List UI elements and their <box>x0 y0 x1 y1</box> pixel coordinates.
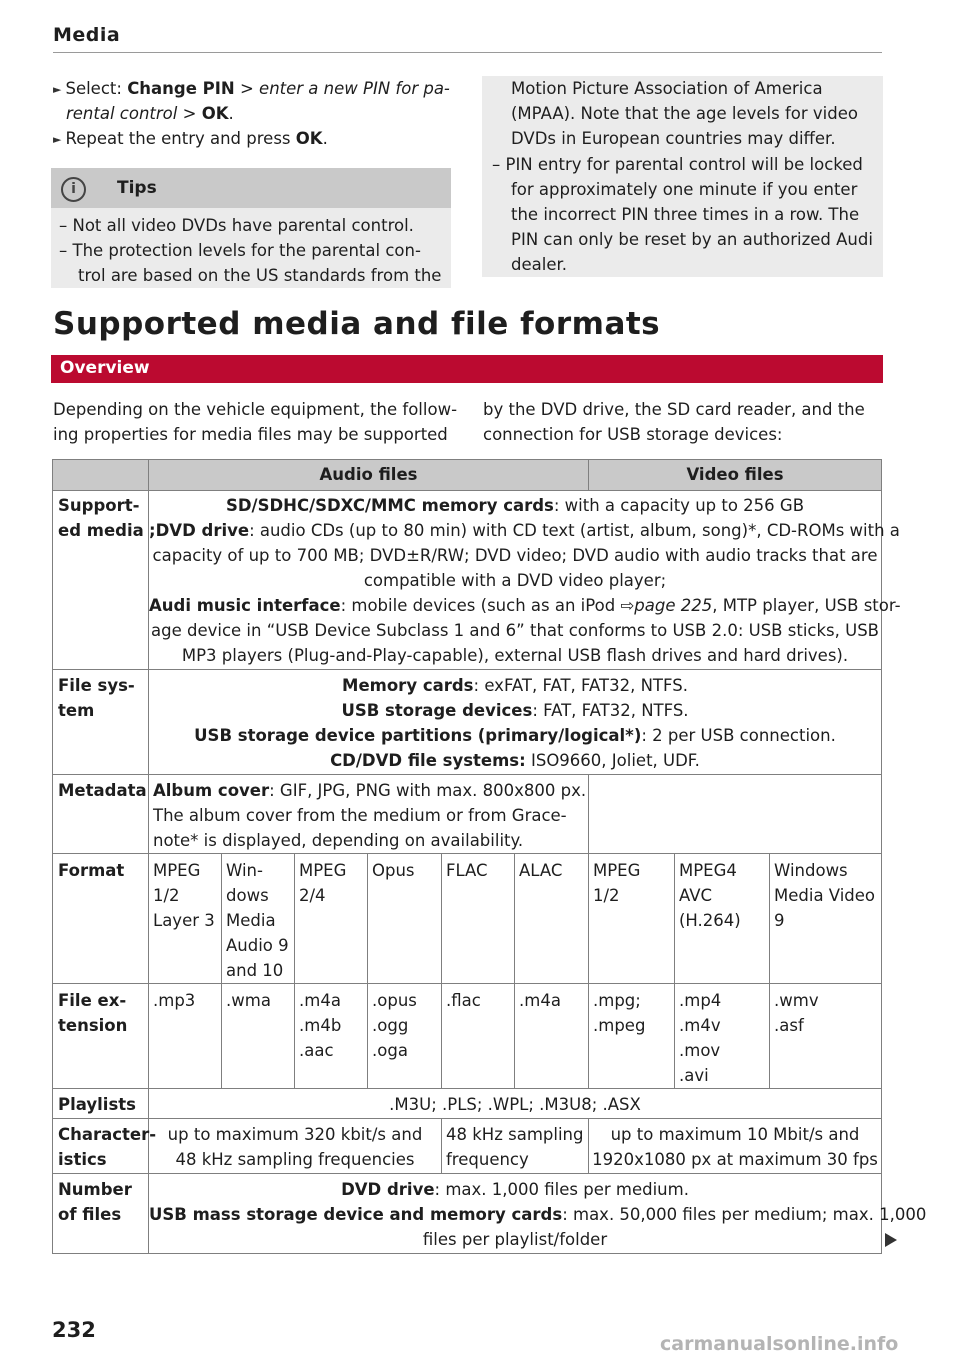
row-divider <box>53 490 881 491</box>
audio-characteristics: up to maximum 320 kbit/s and <box>167 1125 423 1144</box>
row-label-number-of-files: of files <box>58 1205 122 1224</box>
number-of-files-line: DVD drive: max. 1,000 files per medium. <box>341 1180 689 1199</box>
supported-media-line: age device in “USB Device Subclass 1 and 6” that conforms to USB 2.0: USB sticks, USB <box>151 621 879 640</box>
tips-title: Tips <box>117 178 157 198</box>
header-rule <box>53 52 882 53</box>
video-characteristics: 1920x1080 px at maximum 30 fps <box>592 1150 878 1169</box>
alac-characteristics: frequency <box>446 1150 529 1169</box>
number-of-files-line: files per playlist/folder <box>422 1230 608 1249</box>
header-video-files: Video files <box>686 465 784 484</box>
step-arrow-icon: ► <box>53 133 62 146</box>
supported-media-line: compatible with a DVD video player; <box>363 571 667 590</box>
format-cell: Media Video <box>774 886 876 905</box>
column-divider <box>514 853 515 1088</box>
intro-text: ing properties for media files may be supported <box>53 425 448 444</box>
column-divider <box>441 1118 442 1173</box>
overview-bar <box>51 355 883 383</box>
supported-media-line: SD/SDHC/SDXC/MMC memory cards: with a capacity up to 256 GB <box>225 496 805 515</box>
row-label-number-of-files: Number <box>58 1180 132 1199</box>
format-cell: (H.264) <box>679 911 741 930</box>
row-label-file-system: tem <box>58 701 95 720</box>
format-cell: AVC <box>679 886 713 905</box>
metadata-line: note* is displayed, depending on availability. <box>153 831 524 850</box>
row-label-supported-media: ed media <box>58 521 144 540</box>
extension-cell: .oga <box>372 1041 408 1060</box>
watermark: carmanualsonline.info <box>660 1333 899 1355</box>
intro-text: Depending on the vehicle equipment, the follow- <box>53 400 458 419</box>
extension-cell: .aac <box>299 1041 334 1060</box>
row-divider <box>53 853 881 854</box>
row-label-file-system: File sys- <box>58 676 135 695</box>
continue-arrow-icon <box>885 1233 897 1247</box>
tip-line: trol are based on the US standards from the <box>78 266 442 285</box>
supported-media-line: capacity of up to 700 MB; DVD±R/RW; DVD video; DVD audio with audio tracks that are <box>152 546 878 565</box>
row-label-format: Format <box>58 861 125 880</box>
intro-text: connection for USB storage devices: <box>483 425 783 444</box>
extension-cell: .mp3 <box>153 991 196 1010</box>
supported-media-line: Audi music interface: mobile devices (such as an iPod ⇨page 225, MTP player, USB stor- <box>149 596 901 615</box>
extension-cell: .wma <box>226 991 271 1010</box>
column-divider <box>441 853 442 1088</box>
tips-box <box>51 168 451 288</box>
video-characteristics: up to maximum 10 Mbit/s and <box>610 1125 860 1144</box>
row-divider <box>53 1118 881 1119</box>
metadata-line: The album cover from the medium or from Grace- <box>153 806 567 825</box>
file-system-line: USB storage device partitions (primary/logical*): 2 per USB connection. <box>194 726 836 745</box>
row-label-file-extension: tension <box>58 1016 128 1035</box>
step-change-pin <box>53 76 450 102</box>
extension-cell: .mp4 <box>679 991 722 1010</box>
extension-cell: .mpeg <box>593 1016 646 1035</box>
format-cell: MPEG4 <box>679 861 737 880</box>
step-text: . <box>322 129 328 148</box>
metadata-line: Album cover: GIF, JPG, PNG with max. 800x800 px. <box>153 781 587 800</box>
extension-cell: .m4a <box>519 991 561 1010</box>
tip-line: the incorrect PIN three times in a row. The <box>511 205 860 224</box>
extension-cell: .ogg <box>372 1016 409 1035</box>
page-number: 232 <box>52 1318 96 1342</box>
section-header: Media <box>53 24 121 46</box>
format-cell: FLAC <box>446 861 488 880</box>
tip-line: (MPAA). Note that the age levels for video <box>511 104 858 123</box>
row-label-playlists: Playlists <box>58 1095 136 1114</box>
row-divider <box>53 983 881 984</box>
extension-cell: .m4a <box>299 991 341 1010</box>
file-system-line: CD/DVD file systems: ISO9660, Joliet, UDF. <box>330 751 700 770</box>
format-cell: 1/2 <box>153 886 180 905</box>
format-cell: ALAC <box>519 861 563 880</box>
format-cell: Audio 9 <box>226 936 289 955</box>
tip-line: DVDs in European countries may differ. <box>511 129 836 148</box>
tips-continuation-box <box>482 76 883 277</box>
extension-cell: .mov <box>679 1041 721 1060</box>
format-cell: MPEG <box>153 861 201 880</box>
extension-cell: .opus <box>372 991 417 1010</box>
row-label-characteristics: Character- <box>58 1125 157 1144</box>
format-cell: Windows <box>774 861 848 880</box>
file-system-line: USB storage devices: FAT, FAT32, NTFS. <box>341 701 689 720</box>
playlists-value: .M3U; .PLS; .WPL; .M3U8; .ASX <box>389 1095 641 1114</box>
step-change-pin-cont <box>66 101 234 126</box>
format-cell: Layer 3 <box>153 911 215 930</box>
tip-line: for approximately one minute if you enter <box>511 180 858 199</box>
column-divider <box>588 774 589 853</box>
change-pin-label: Change PIN <box>127 79 235 98</box>
supported-media-line: ;DVD drive: audio CDs (up to 80 min) with CD text (artist, album, song)*, CD-ROMs with a <box>149 521 900 540</box>
row-divider <box>53 774 881 775</box>
row-label-file-extension: File ex- <box>58 991 127 1010</box>
step-text: Select: <box>65 79 122 98</box>
row-label-metadata: Metadata <box>58 781 147 800</box>
media-formats-table <box>52 459 927 1254</box>
extension-cell: .wmv <box>774 991 819 1010</box>
tip-line: PIN can only be reset by an authorized Audi <box>511 230 873 249</box>
tip-line: Motion Picture Association of America <box>511 79 823 98</box>
row-label-supported-media: Support- <box>58 496 140 515</box>
step-text: Repeat the entry and press <box>65 129 291 148</box>
file-system-line: Memory cards: exFAT, FAT, FAT32, NTFS. <box>342 676 688 695</box>
supported-media-line: MP3 players (Plug-and-Play-capable), external USB flash drives and hard drives). <box>181 646 849 665</box>
format-cell: 9 <box>774 911 785 930</box>
tip-line: – PIN entry for parental control will be locked <box>492 155 863 174</box>
format-cell: and 10 <box>226 961 284 980</box>
number-of-files-line: USB mass storage device and memory cards: max. 50,000 files per medium; max. 1,000 <box>149 1205 927 1224</box>
extension-cell: .avi <box>679 1066 709 1085</box>
info-icon: i <box>61 177 86 202</box>
tip-line: dealer. <box>511 255 567 274</box>
arrow-right-icon: ⇨ <box>620 596 635 615</box>
format-cell: MPEG <box>593 861 641 880</box>
separator: > <box>239 79 254 98</box>
row-divider <box>53 1088 881 1089</box>
tip-line: – Not all video DVDs have parental control. <box>59 216 414 235</box>
page-title: Supported media and file formats <box>53 306 661 342</box>
format-cell: MPEG <box>299 861 347 880</box>
tip-line: – The protection levels for the parental con- <box>59 241 421 260</box>
format-cell: 1/2 <box>593 886 620 905</box>
format-cell: 2/4 <box>299 886 326 905</box>
step-repeat <box>53 126 328 152</box>
intro-text: by the DVD drive, the SD card reader, and the <box>483 400 865 419</box>
step-arrow-icon: ► <box>53 83 62 96</box>
overview-title: Overview <box>60 358 150 378</box>
extension-cell: .asf <box>774 1016 804 1035</box>
row-divider <box>53 669 881 670</box>
page-reference-link[interactable]: ⇨page 225 <box>620 596 713 615</box>
format-cell: dows <box>226 886 269 905</box>
tips-header <box>51 168 451 208</box>
row-label-characteristics: istics <box>58 1150 107 1169</box>
format-cell: Media <box>226 911 276 930</box>
extension-cell: .m4v <box>679 1016 721 1035</box>
step-text: . <box>228 104 234 123</box>
step-text: enter a new PIN for pa- <box>259 79 450 98</box>
column-divider <box>674 853 675 1088</box>
extension-cell: .flac <box>446 991 481 1010</box>
extension-cell: .m4b <box>299 1016 342 1035</box>
ok-label: OK <box>201 104 229 123</box>
header-audio-files: Audio files <box>319 465 418 484</box>
format-cell: Win- <box>226 861 263 880</box>
ok-label: OK <box>295 129 323 148</box>
column-divider <box>588 853 589 1088</box>
step-text: rental control <box>66 104 178 123</box>
column-divider <box>769 853 770 1088</box>
column-divider <box>221 853 222 1088</box>
separator: > <box>182 104 197 123</box>
row-divider <box>53 1173 881 1174</box>
extension-cell: .mpg; <box>593 991 641 1010</box>
alac-characteristics: 48 kHz sampling <box>446 1125 584 1144</box>
column-divider <box>294 853 295 1088</box>
format-cell: Opus <box>372 861 415 880</box>
column-divider <box>367 853 368 1088</box>
audio-characteristics: 48 kHz sampling frequencies <box>175 1150 415 1169</box>
